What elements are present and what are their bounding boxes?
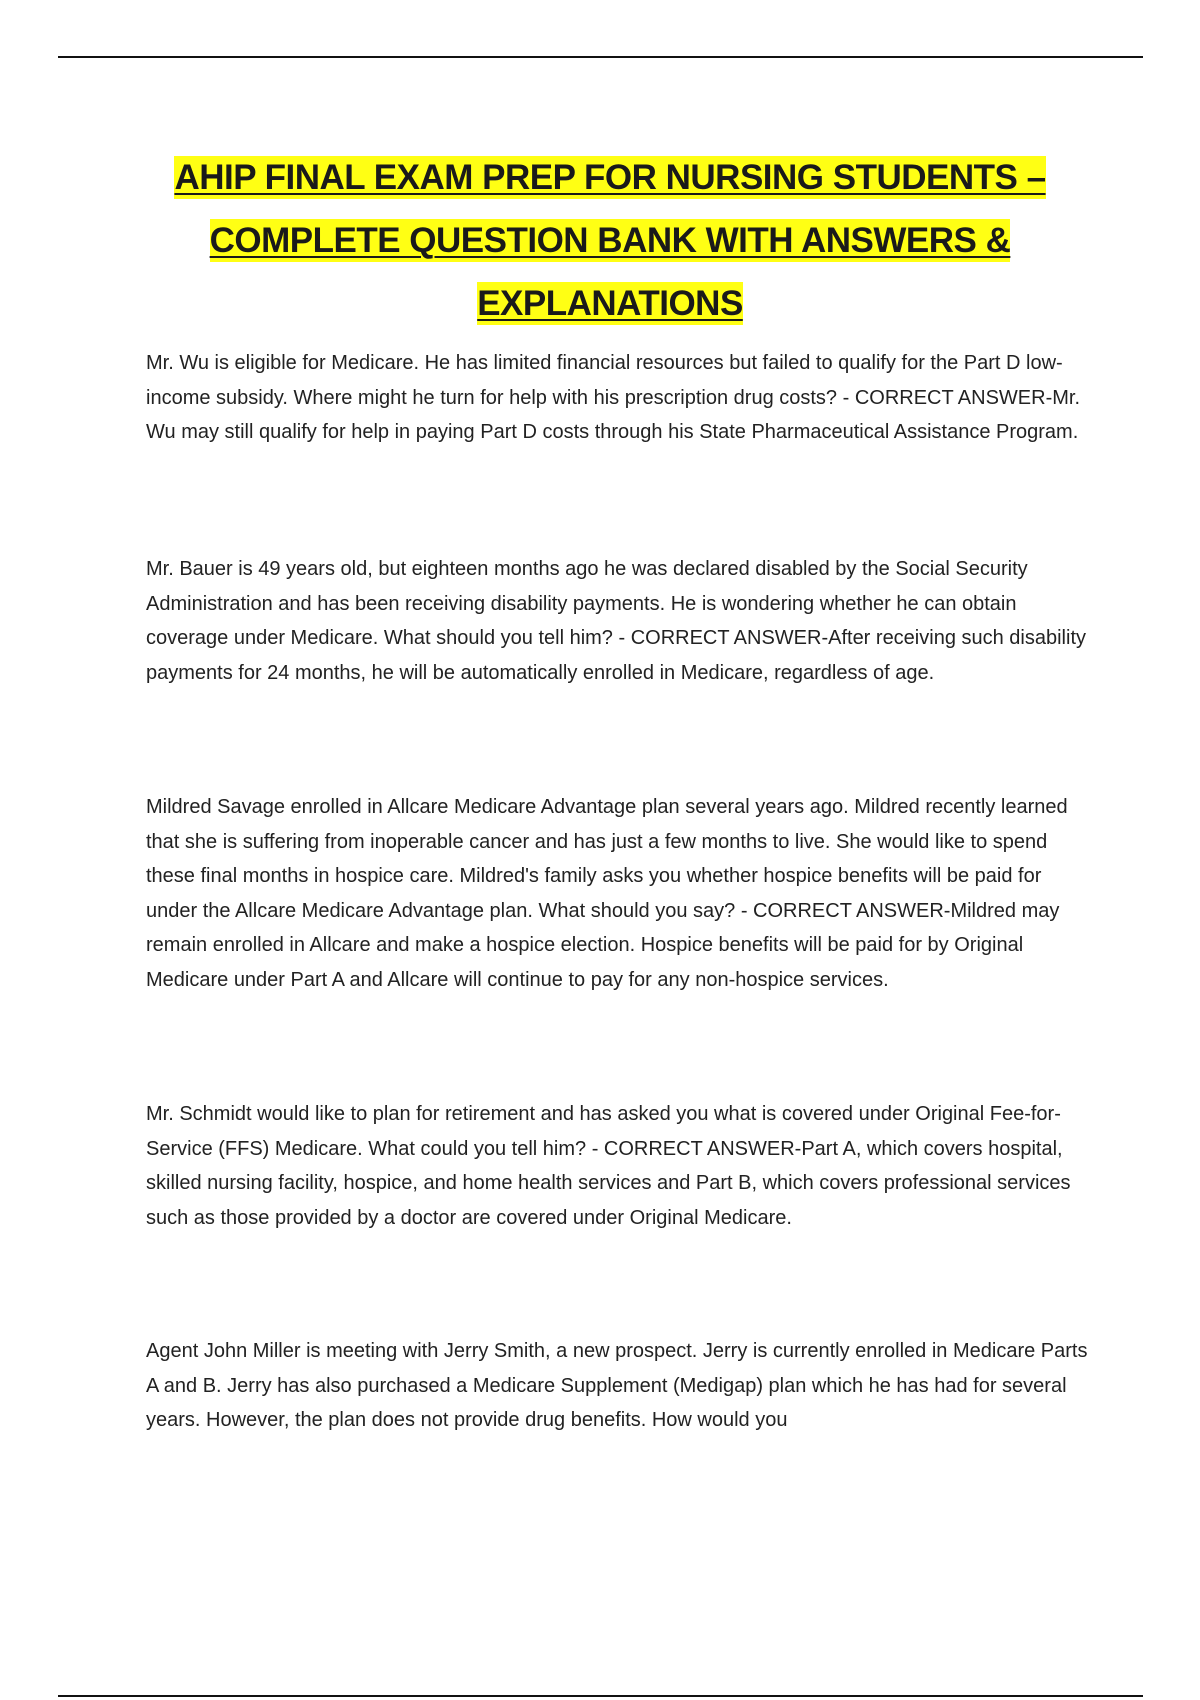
top-rule xyxy=(58,56,1143,58)
question-answer-5: Agent John Miller is meeting with Jerry Smith, a new prospect. Jerry is currently enrolled in Medicare Parts A and B. Jerry has also purchased a Medicare Supplement (Medigap) plan which he has had for several years. However, the plan does not provide drug benefits. How would you xyxy=(146,1340,1088,1431)
question-answer-2: Mr. Bauer is 49 years old, but eighteen months ago he was declared disabled by the Social Security Administration and has been receiving disability payments. He is wondering whether he can obtain coverage under Medicare. What should you tell him? - CORRECT ANSWER-After receiving such disability payments for 24 months, he will be automatically enrolled in Medicare, regardless of age. xyxy=(146,558,1086,684)
document-title xyxy=(130,146,1090,335)
bottom-rule xyxy=(58,1695,1143,1697)
question-answer-4: Mr. Schmidt would like to plan for retirement and has asked you what is covered under Original Fee-for-Service (FFS) Medicare. What could you tell him? - CORRECT ANSWER-Part A, which covers hospital, skilled nursing facility, hospice, and home health services and Part B, which covers professional services such as those provided by a doctor are covered under Original Medicare. xyxy=(146,1103,1071,1229)
title-highlight: AHIP FINAL EXAM PREP FOR NURSING STUDENTS – COMPLETE QUESTION BANK WITH ANSWERS & EXPLANATIONS xyxy=(174,158,1046,323)
question-answer-1: Mr. Wu is eligible for Medicare. He has limited financial resources but failed to qualify for the Part D low-income subsidy. Where might he turn for help with his prescription drug costs? - CORRECT ANSWER-Mr. Wu may still qualify for help in paying Part D costs through his State Pharmaceutical Assistance Program. xyxy=(146,352,1081,443)
question-answer-3: Mildred Savage enrolled in Allcare Medicare Advantage plan several years ago. Mildred recently learned that she is suffering from inoperable cancer and has just a few months to live. She would like to spend these final months in hospice care. Mildred's family asks you whether hospice benefits will be paid for under the Allcare Medicare Advantage plan. What should you say? - CORRECT ANSWER-Mildred may remain enrolled in Allcare and make a hospice election. Hospice benefits will be paid for by Original Medicare under Part A and Allcare will continue to pay for any non-hospice services. xyxy=(146,796,1068,991)
